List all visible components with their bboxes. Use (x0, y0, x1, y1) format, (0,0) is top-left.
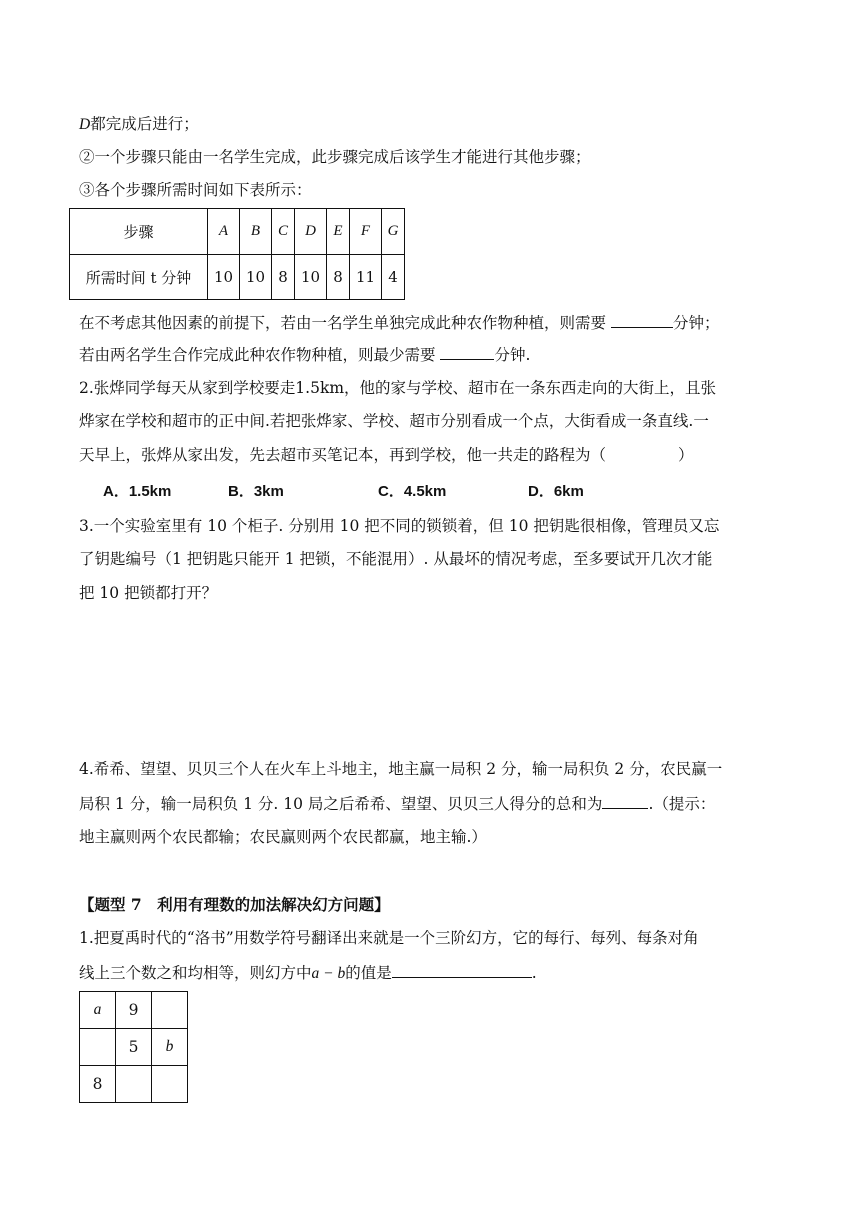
answer-blank-3[interactable] (602, 792, 648, 809)
time-header-label: 所需时间 t 分钟 (70, 255, 208, 300)
times-row (70, 255, 405, 300)
magic-cell (80, 1029, 116, 1066)
q3-line1: 3.一个实验室里有 10 个柜子. 分别用 10 把不同的锁锁着，但 10 把钥匙很相像，管理员又忘 (79, 517, 720, 535)
step-cell: E (327, 209, 350, 255)
q3-line3: 把 10 把锁都打开？ (79, 584, 218, 602)
q3-line2: 了钥匙编号（1 把钥匙只能开 1 把锁，不能混用）. 从最坏的情况考虑，至多要试开几次才能 (79, 550, 713, 568)
magic-row (80, 992, 188, 1029)
q5-line1: 1.把夏禹时代的“洛书”用数学符号翻译出来就是一个三阶幻方，它的每行、每列、每条对角 (79, 929, 699, 947)
time-cell: 10 (208, 255, 240, 300)
time-cell: 11 (350, 255, 382, 300)
magic-cell: 5 (116, 1029, 152, 1066)
magic-cell: b (152, 1029, 188, 1066)
magic-cell: a (80, 992, 116, 1029)
option-b[interactable]: B．3km (228, 483, 284, 500)
q1-part1: 在不考虑其他因素的前提下，若由一名学生单独完成此种农作物种植，则需要 分钟； (79, 311, 719, 334)
answer-blank-2[interactable] (440, 343, 494, 360)
option-a[interactable]: A．1.5km (103, 483, 172, 500)
step-cell: F (350, 209, 382, 255)
section-heading: 【题型 7 利用有理数的加法解决幻方问题】 (79, 895, 390, 914)
magic-cell: 8 (80, 1066, 116, 1103)
answer-blank-4[interactable] (392, 961, 532, 978)
rule-2: ②一个步骤只能由一名学生完成，此步骤完成后该学生才能进行其他步骤； (79, 148, 591, 166)
magic-cell (152, 1066, 188, 1103)
q4-line3: 地主赢则两个农民都输；农民赢则两个农民都赢，地主输.） (79, 828, 487, 846)
time-cell: 10 (295, 255, 327, 300)
q1-part2: 若由两名学生合作完成此种农作物种植，则最少需要 分钟. (79, 343, 530, 366)
q4-line2: 局积 1 分，输一局积负 1 分. 10 局之后希希、望望、贝贝三人得分的总和为 .（提示： (79, 792, 715, 815)
q2-line1: 2.张烨同学每天从家到学校要走1.5km，他的家与学校、超市在一条东西走向的大街上，且张 (79, 379, 717, 397)
magic-row (80, 1066, 188, 1103)
q4-line1: 4.希希、望望、贝贝三个人在火车上斗地主，地主赢一局积 2 分，输一局积负 2 分，农民赢一 (79, 760, 723, 778)
magic-row (80, 1029, 188, 1066)
step-cell: B (240, 209, 272, 255)
steps-row (70, 209, 405, 255)
magic-cell: 9 (116, 992, 152, 1029)
magic-square (79, 991, 188, 1103)
time-cell: 8 (327, 255, 350, 300)
rule-3: ③各个步骤所需时间如下表所示： (79, 181, 312, 199)
q2-line2: 烨家在学校和超市的正中间.若把张烨家、学校、超市分别看成一个点，大街看成一条直线.一 (79, 412, 709, 430)
step-cell: A (208, 209, 240, 255)
magic-cell (116, 1066, 152, 1103)
steps-header-label: 步骤 (70, 209, 208, 255)
step-cell: D (295, 209, 327, 255)
step-cell: C (272, 209, 295, 255)
q2-line3: 天早上，张烨从家出发，先去超市买笔记本，再到学校，他一共走的路程为（ ） (79, 446, 694, 464)
option-d[interactable]: D．6km (528, 483, 584, 500)
steps-time-table (69, 208, 405, 300)
time-cell: 10 (240, 255, 272, 300)
continuation-line (79, 113, 199, 136)
answer-blank-1[interactable] (611, 311, 673, 328)
step-cell: G (382, 209, 405, 255)
magic-cell (152, 992, 188, 1029)
time-cell: 4 (382, 255, 405, 300)
q5-line2: 线上三个数之和均相等，则幻方中a − b的值是 . (79, 961, 537, 985)
expression-a-minus-b: a − b (311, 965, 346, 982)
option-c[interactable]: C．4.5km (378, 483, 447, 500)
continuation-text: 都完成后进行； (90, 115, 199, 133)
time-cell: 8 (272, 255, 295, 300)
variable-d: D (79, 116, 91, 133)
